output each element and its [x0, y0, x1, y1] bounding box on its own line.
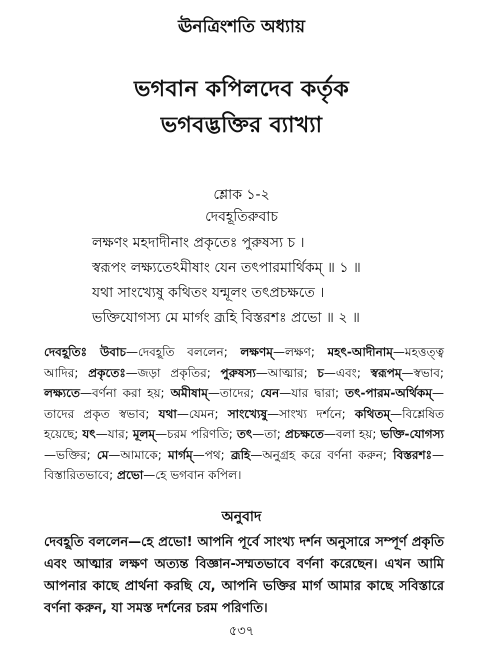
synonym-meaning: —সাংখ্য দর্শনে; [267, 406, 355, 421]
synonym-word: ব্রূহি [230, 447, 251, 462]
synonym-meaning: —বর্ণনা করা হয়; [79, 386, 171, 400]
chapter-heading: ঊনত্রিংশতি অধ্যায় [178, 17, 305, 37]
page-number: ৫৩৭ [228, 624, 255, 639]
synonym-meaning: —তা; [252, 427, 285, 441]
synonym-word: পুরুষস্য [220, 365, 256, 380]
synonym-meaning: —এবং; [323, 365, 371, 380]
word-for-word-synonyms [44, 342, 444, 486]
verse-speaker: দেবহূতিরুবাচ [205, 209, 278, 225]
chapter-title-line-2: ভগবদ্ভক্তির ব্যাখ্যা [160, 113, 323, 138]
synonym-word: সাংখ্যেষু [227, 406, 268, 421]
synonym-meaning: —যার; [95, 427, 133, 441]
synonym-meaning: —বিশ্লেষিত হয়েছে; [44, 406, 444, 441]
synonym-meaning: —চরম পরিণতি; [155, 427, 237, 441]
synonym-meaning: —অনুগ্রহ করে বর্ণনা করুন; [250, 447, 394, 462]
synonym-meaning: —বিস্তারিতভাবে; [44, 447, 444, 482]
synonym-meaning: —যেমন; [176, 406, 228, 421]
synonym-meaning: —মহত্তত্ত্ব আদির; [44, 345, 445, 380]
synonym-meaning: —স্বভাব; [401, 365, 444, 380]
synonym-word: প্রকৃতেঃ [88, 365, 126, 380]
synonym-meaning: —আত্মার; [255, 365, 318, 380]
synonym-word: প্রভো [117, 468, 144, 482]
translation-heading: অনুবাদ [221, 509, 262, 525]
synonym-word: মে [96, 447, 109, 462]
synonym-meaning: —হে ভগবান কপিল। [143, 468, 242, 482]
synonym-meaning: —দেবহূতি বললেন; [125, 345, 241, 359]
synonym-word: তৎ-পারম-অর্থিকম্ [345, 386, 432, 400]
synonym-meaning: —লক্ষণ; [272, 345, 328, 359]
synonym-word: লক্ষণম্ [240, 345, 273, 359]
synonym-word: যেন [260, 386, 280, 400]
synonym-word: বিস্তরশঃ [393, 447, 432, 462]
synonym-meaning: —জড়া প্রকৃতির; [125, 365, 221, 380]
synonym-word: তৎ [236, 427, 253, 441]
chapter-title-line-1: ভগবান কপিলদেব কর্তৃক [133, 77, 350, 102]
synonym-meaning: —তাদের; [207, 386, 261, 400]
synonym-word: যৎ [82, 427, 96, 441]
synonym-word: মহৎ-আদীনাম্ [327, 345, 393, 359]
synonym-word: কথিতম্ [354, 406, 391, 421]
synonym-word: অমীষাম্ [170, 386, 208, 400]
verse-line: ভক্তিযোগস্য মে মার্গং ব্রূহি বিস্তরশঃ প্রভো ॥ ২ ॥ [92, 310, 360, 326]
synonym-meaning: —যার দ্বারা; [279, 386, 346, 400]
synonym-word: ভক্তি-যোগস্য [380, 427, 444, 441]
synonym-word: যথা [158, 406, 177, 421]
verse-line: লক্ষণং মহদাদীনাং প্রকৃতেঃ পুরুষস্য চ । [92, 235, 305, 251]
verse-line: যথা সাংখ্যেষু কথিতং যন্মূলং তৎপ্রচক্ষতে । [92, 285, 325, 301]
synonym-word: প্রচক্ষতে [284, 427, 324, 441]
synonym-word: স্বরূপম্ [370, 365, 402, 380]
translation-text: দেবহূতি বললেন—হে প্রভো! আপনি পূর্বে সাংখ্য দর্শন অনুসারে সম্পূর্ণ প্রকৃতি এবং আত্মার লক্ষণ অত্যন্ত বিজ্ঞান-সম্মতভাবে বর্ণনা করেছেন। এখন আমি আপনার কাছে প্রার্থনা করছি যে, আপনি ভক্তির মার্গ আমার কাছে সবিস্তারে বর্ণনা করুন, যা সমস্ত দর্শনের চরম পরিণতি। [44, 535, 444, 616]
synonym-word: মূলম্ [132, 427, 156, 441]
synonym-meaning: —পথ; [192, 447, 231, 462]
synonym-meaning: —বলা হয়; [323, 427, 381, 441]
synonym-word: মার্গম্ [168, 447, 193, 462]
synonym-word: লক্ষ্যতে [44, 386, 80, 400]
verse-number: শ্লোক ১-২ [213, 187, 270, 203]
synonym-word: দেবহূতিঃ উবাচ [44, 345, 126, 359]
synonym-word: চ [317, 365, 324, 380]
synonym-meaning: —আমাকে; [108, 447, 169, 462]
synonym-meaning: —ভক্তির; [44, 447, 97, 462]
verse-line: স্বরূপং লক্ষ্যতেঽমীষাং যেন তৎপারমার্থিকম্ ॥ ১ ॥ [92, 260, 361, 276]
synonym-meaning: —তাদের প্রকৃত স্বভাব; [44, 386, 444, 421]
